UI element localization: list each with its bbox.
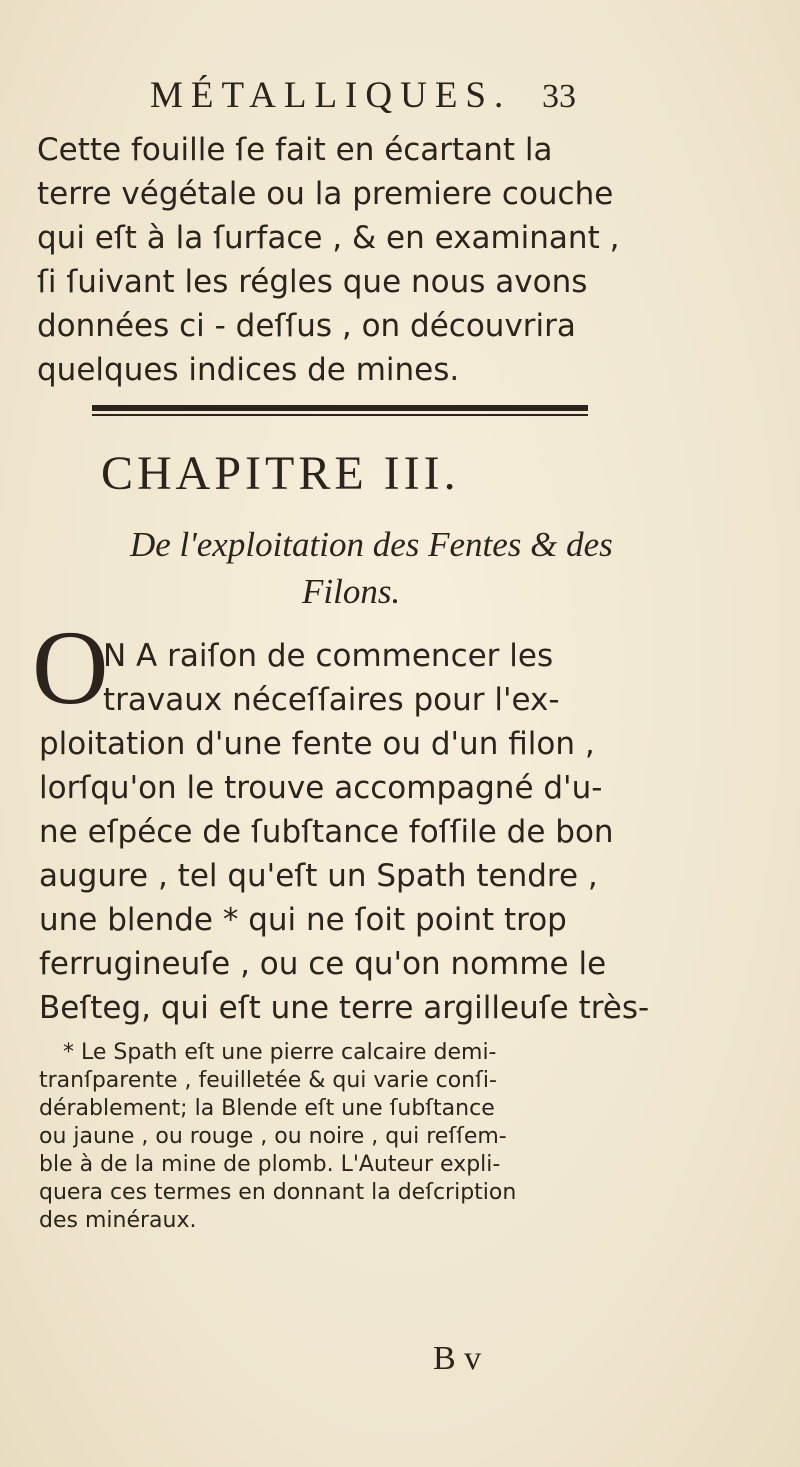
footnote-line: tranſparente , feuilletée & qui varie conſi-: [39, 1068, 497, 1093]
chapter-subtitle-line-2: Filons.: [302, 572, 401, 611]
chapter-heading: CHAPITRE III.: [101, 447, 460, 500]
footnote-line: quera ces termes en donnant la deſcription: [39, 1180, 517, 1205]
signature-mark: B v: [433, 1340, 482, 1377]
text-line: qui eſt à la ſurface , & en examinant ,: [37, 220, 620, 256]
text-line: ploitation d'une fente ou d'un filon ,: [39, 726, 595, 762]
text-line: données ci - deſſus , on découvrira: [37, 308, 576, 344]
text-line: une blende * qui ne ſoit point trop: [39, 902, 567, 938]
text-line: ſi ſuivant les régles que nous avons: [37, 264, 588, 300]
section-divider: [92, 405, 588, 417]
chapter-subtitle-line-1: De l'exploitation des Fentes & des: [130, 525, 613, 564]
text-line: augure , tel qu'eſt un Spath tendre ,: [39, 858, 598, 894]
text-line: Beſteg, qui eſt une terre argilleuſe très-: [39, 990, 650, 1026]
text-line: lorſqu'on le trouve accompagné d'u-: [39, 770, 603, 806]
text-line: ferrugineuſe , ou ce qu'on nomme le: [39, 946, 607, 982]
text-line: N A raiſon de commencer les: [103, 638, 554, 674]
divider-thin-rule: [92, 414, 588, 416]
text-line: Cette fouille ſe fait en écartant la: [37, 132, 553, 168]
text-line: terre végétale ou la premiere couche: [37, 176, 614, 212]
footnote-line: ble à de la mine de plomb. L'Auteur expli-: [39, 1152, 501, 1177]
text-line: quelques indices de mines.: [37, 352, 460, 388]
footnote-line: * Le Spath eſt une pierre calcaire demi-: [63, 1040, 497, 1065]
divider-thick-rule: [92, 405, 588, 411]
page-number: 33: [542, 78, 576, 115]
drop-cap: O: [32, 609, 109, 726]
running-title: MÉTALLIQUES.: [150, 75, 512, 116]
footnote-line: des minéraux.: [39, 1208, 197, 1233]
footnote-line: ou jaune , ou rouge , ou noire , qui reſſem-: [39, 1124, 507, 1149]
running-head: [150, 74, 650, 124]
text-line: travaux néceſſaires pour l'ex-: [103, 682, 560, 718]
footnote-line: dérablement; la Blende eſt une ſubſtance: [39, 1096, 495, 1121]
text-line: ne eſpéce de ſubſtance foſſile de bon: [39, 814, 614, 850]
